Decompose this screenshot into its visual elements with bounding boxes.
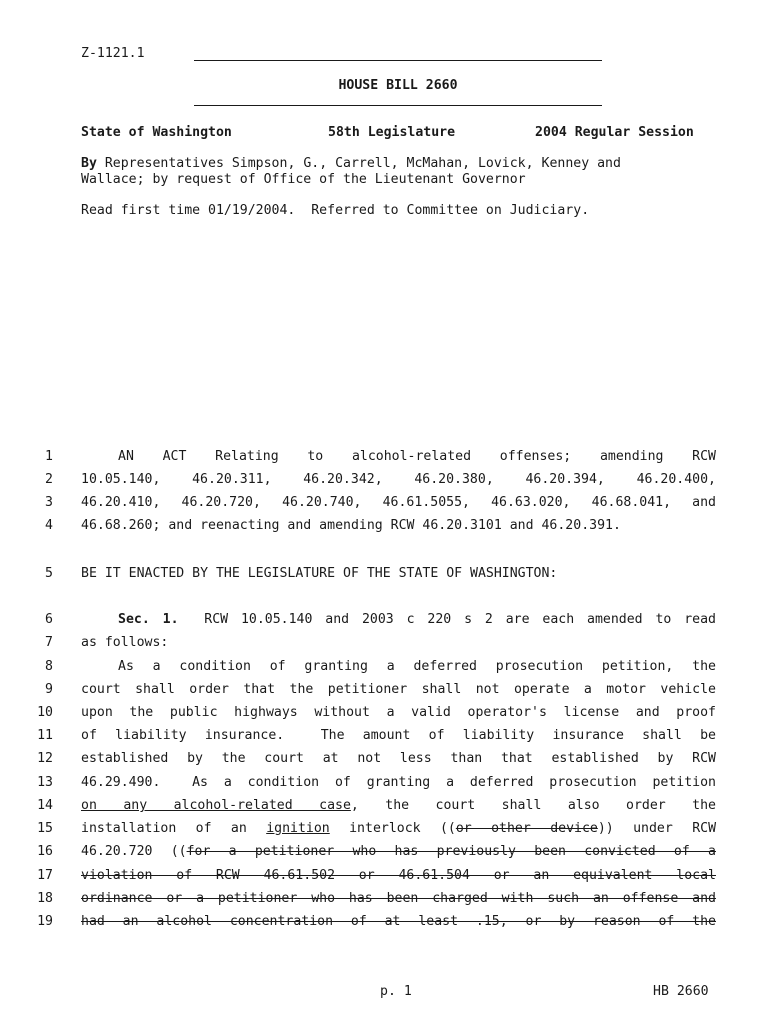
line-text: 10.05.140, 46.20.311, 46.20.342, 46.20.380, 46.20.394, 46.20.400,: [81, 472, 716, 487]
line-number: 2: [45, 472, 53, 487]
line-text: [81, 914, 716, 929]
inserted-text: on any alcohol-related case: [81, 798, 351, 813]
line-number: 9: [45, 682, 53, 697]
state-name: State of Washington: [81, 125, 232, 140]
line-text: court shall order that the petitioner shall not operate a motor vehicle: [81, 682, 716, 697]
body-line-13: [0, 775, 770, 795]
line-text: established by the court at not less than that established by RCW: [81, 751, 716, 766]
section-label: Sec. 1.: [118, 612, 179, 627]
bill-title: HOUSE BILL 2660: [338, 78, 458, 93]
line-number: 11: [37, 728, 53, 743]
body-line-3: [0, 495, 770, 515]
line-number: 1: [45, 449, 53, 464]
body-line-9: [0, 682, 770, 702]
line-number: 6: [45, 612, 53, 627]
line-number: 16: [37, 844, 53, 859]
body-line-6: [0, 612, 770, 632]
line-number: 19: [37, 914, 53, 929]
sponsors-text-1: Representatives Simpson, G., Carrell, McMahan, Lovick, Kenney and: [96, 156, 621, 171]
draft-code: Z-1121.1: [81, 46, 145, 61]
body-line-1: [0, 449, 770, 469]
line-text: [81, 891, 716, 906]
by-label: By: [81, 156, 97, 171]
deleted-text: or other device: [455, 821, 598, 836]
body-line-11: [0, 728, 770, 748]
line-number: 18: [37, 891, 53, 906]
body-line-16: [0, 844, 770, 864]
line-text: As a condition of granting a deferred prosecution petition, the: [118, 659, 716, 674]
body-line-4: [0, 518, 770, 538]
header-rule-bottom: [194, 105, 602, 106]
legislature-name: 58th Legislature: [328, 125, 456, 140]
sponsors-line-2: Wallace; by request of Office of the Lieutenant Governor: [81, 172, 526, 187]
body-line-8: [0, 659, 770, 679]
line-number: 4: [45, 518, 53, 533]
line-text: Sec. 1. RCW 10.05.140 and 2003 c 220 s 2 are each amended to read: [118, 612, 717, 627]
line-text: installation of an ignition interlock ((or other device)) under RCW: [81, 821, 717, 836]
line-text: of liability insurance. The amount of liability insurance shall be: [81, 728, 716, 743]
body-line-2: [0, 472, 770, 492]
line-number: 8: [45, 659, 53, 674]
body-line-18: [0, 891, 770, 911]
header-rule-top: [194, 60, 602, 61]
line-number: 10: [37, 705, 53, 720]
line-text: BE IT ENACTED BY THE LEGISLATURE OF THE STATE OF WASHINGTON:: [81, 566, 558, 581]
line-text: 46.20.410, 46.20.720, 46.20.740, 46.61.5055, 46.63.020, 46.68.041, and: [81, 495, 716, 510]
deleted-text: for a petitioner who has previously been convicted of a: [186, 844, 716, 859]
line-text: [81, 868, 716, 883]
body-line-17: [0, 868, 770, 888]
line-number: 14: [37, 798, 53, 813]
line-text: AN ACT Relating to alcohol-related offenses; amending RCW: [118, 449, 716, 464]
line-text: 46.29.490. As a condition of granting a deferred prosecution petition: [81, 775, 716, 790]
deleted-text: violation of RCW 46.61.502 or 46.61.504 or an equivalent local: [81, 868, 716, 883]
body-line-7: [0, 635, 770, 655]
body-line-19: [0, 914, 770, 934]
line-text: on any alcohol-related case, the court shall also order the: [81, 798, 716, 813]
line-number: 12: [37, 751, 53, 766]
line-number: 13: [37, 775, 53, 790]
inserted-text: ignition: [266, 821, 330, 836]
deleted-text: had an alcohol concentration of at least .15, or by reason of the: [81, 914, 716, 929]
deleted-text: ordinance or a petitioner who has been charged with such an offense and: [81, 891, 716, 906]
line-number: 3: [45, 495, 53, 510]
read-first-time: Read first time 01/19/2004. Referred to Committee on Judiciary.: [81, 203, 590, 218]
line-number: 17: [37, 868, 53, 883]
body-line-15: [0, 821, 770, 841]
line-number: 7: [45, 635, 53, 650]
sponsors-line-1: [81, 156, 716, 171]
line-text: 46.20.720 ((for a petitioner who has previously been convicted of a: [81, 844, 716, 859]
line-number: 15: [37, 821, 53, 836]
line-text: as follows:: [81, 635, 169, 650]
body-line-14: [0, 798, 770, 818]
line-text: 46.68.260; and reenacting and amending RCW 46.20.3101 and 46.20.391.: [81, 518, 621, 533]
body-line-5: [0, 566, 770, 586]
footer-bill-ref: HB 2660: [653, 984, 709, 999]
body-line-12: [0, 751, 770, 771]
line-number: 5: [45, 566, 53, 581]
body-line-10: [0, 705, 770, 725]
line-text: upon the public highways without a valid operator's license and proof: [81, 705, 716, 720]
page-number: p. 1: [380, 984, 412, 999]
session-name: 2004 Regular Session: [535, 125, 694, 140]
